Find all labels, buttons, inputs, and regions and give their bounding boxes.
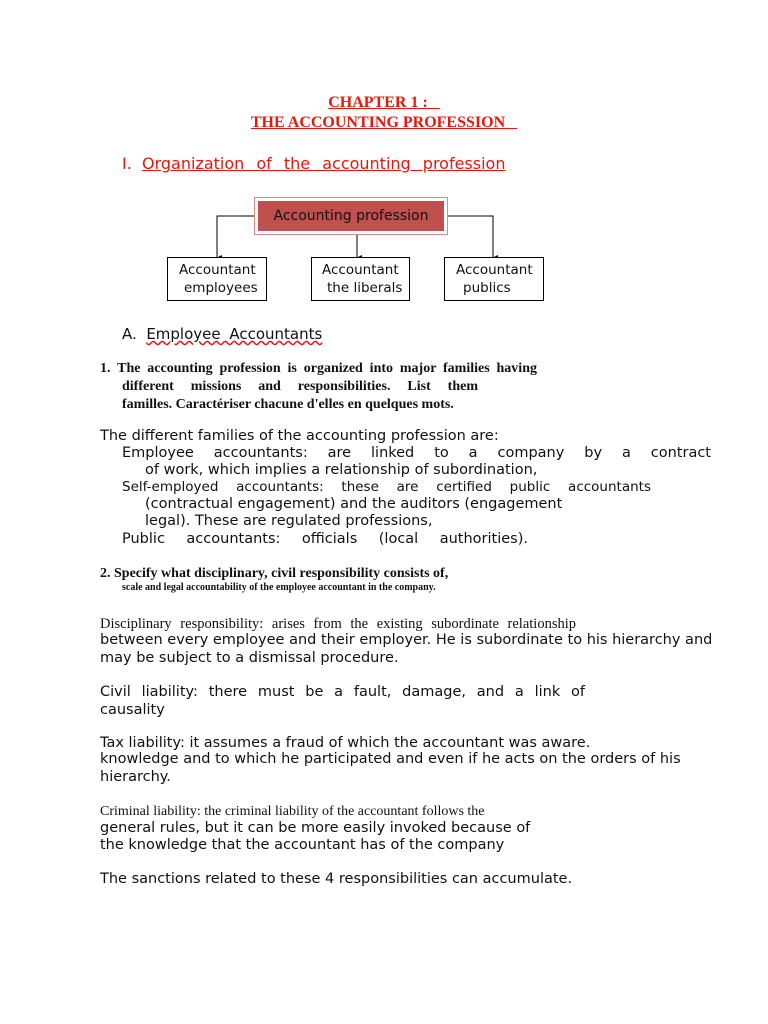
- disciplinary-line3: may be subject to a dismissal procedure.: [100, 650, 399, 666]
- org-child-liberals: [311, 257, 410, 301]
- civil-line1: Civil liability: there must be a fault, damage, and a link of: [100, 684, 585, 700]
- family-self-line3: legal). These are regulated professions,: [145, 513, 433, 529]
- criminal-line1: Criminal liability: the criminal liability of the accountant follows the: [100, 804, 485, 819]
- connector-left: [217, 216, 254, 258]
- org-child-line2: publics: [463, 280, 511, 296]
- families-intro: The different families of the accounting profession are:: [100, 428, 499, 444]
- disciplinary-line2: between every employee and their employer. He is subordinate to his hierarchy and: [100, 632, 713, 648]
- question-2-line1: 2. Specify what disciplinary, civil responsibility consists of,: [100, 566, 449, 581]
- org-child-line2: employees: [184, 280, 258, 296]
- family-employee-line2: of work, which implies a relationship of subordination,: [145, 462, 538, 478]
- tax-line1: Tax liability: it assumes a fraud of which the accountant was aware.: [100, 735, 591, 751]
- sanctions-text: The sanctions related to these 4 responsibilities can accumulate.: [100, 871, 573, 887]
- question-1-line3: familles. Caractériser chacune d'elles en quelques mots.: [122, 397, 454, 412]
- family-public: Public accountants: officials (local authorities).: [122, 531, 528, 547]
- connector-right: [448, 216, 493, 258]
- disciplinary-line1: Disciplinary responsibility: arises from the existing subordinate relationship: [100, 616, 576, 632]
- tax-line3: hierarchy.: [100, 769, 171, 785]
- question-1-line2: different missions and responsibilities. List them: [122, 379, 478, 394]
- section-label: Organization of the accounting profession: [141, 154, 506, 173]
- org-child-employees: [167, 257, 267, 301]
- civil-line2: causality: [100, 702, 165, 718]
- chapter-title-text: THE ACCOUNTING PROFESSION: [250, 114, 506, 131]
- org-child-line1: Accountant: [456, 262, 533, 278]
- question-2-line2: scale and legal accountability of the employee accountant in the company.: [122, 582, 436, 593]
- chapter-heading-text: CHAPTER 1 :: [328, 94, 428, 111]
- criminal-line2: general rules, but it can be more easily invoked because of: [100, 820, 531, 836]
- family-self-line2: (contractual engagement) and the auditors (engagement: [145, 496, 563, 512]
- family-self-line1: Self-employed accountants: these are certified public accountants: [122, 479, 651, 495]
- section-number: I.: [122, 154, 132, 173]
- tax-line2: knowledge and to which he participated and even if he acts on the orders of his: [100, 751, 681, 767]
- question-1-line1: 1. The accounting profession is organized into major families having: [100, 361, 537, 376]
- subsection-heading: [122, 325, 322, 343]
- org-child-publics: [444, 257, 544, 301]
- org-child-line1: Accountant: [322, 262, 399, 278]
- org-child-line1: Accountant: [179, 262, 256, 278]
- subsection-label: Employee Accountants: [146, 325, 323, 343]
- family-employee-line1: Employee accountants: are linked to a company by a contract: [122, 445, 711, 461]
- org-root-label: Accounting profession: [273, 208, 429, 224]
- org-child-line2: the liberals: [327, 280, 403, 296]
- org-root-box: [254, 197, 448, 235]
- subsection-letter: A.: [122, 325, 137, 343]
- criminal-line3: the knowledge that the accountant has of the company: [100, 837, 505, 853]
